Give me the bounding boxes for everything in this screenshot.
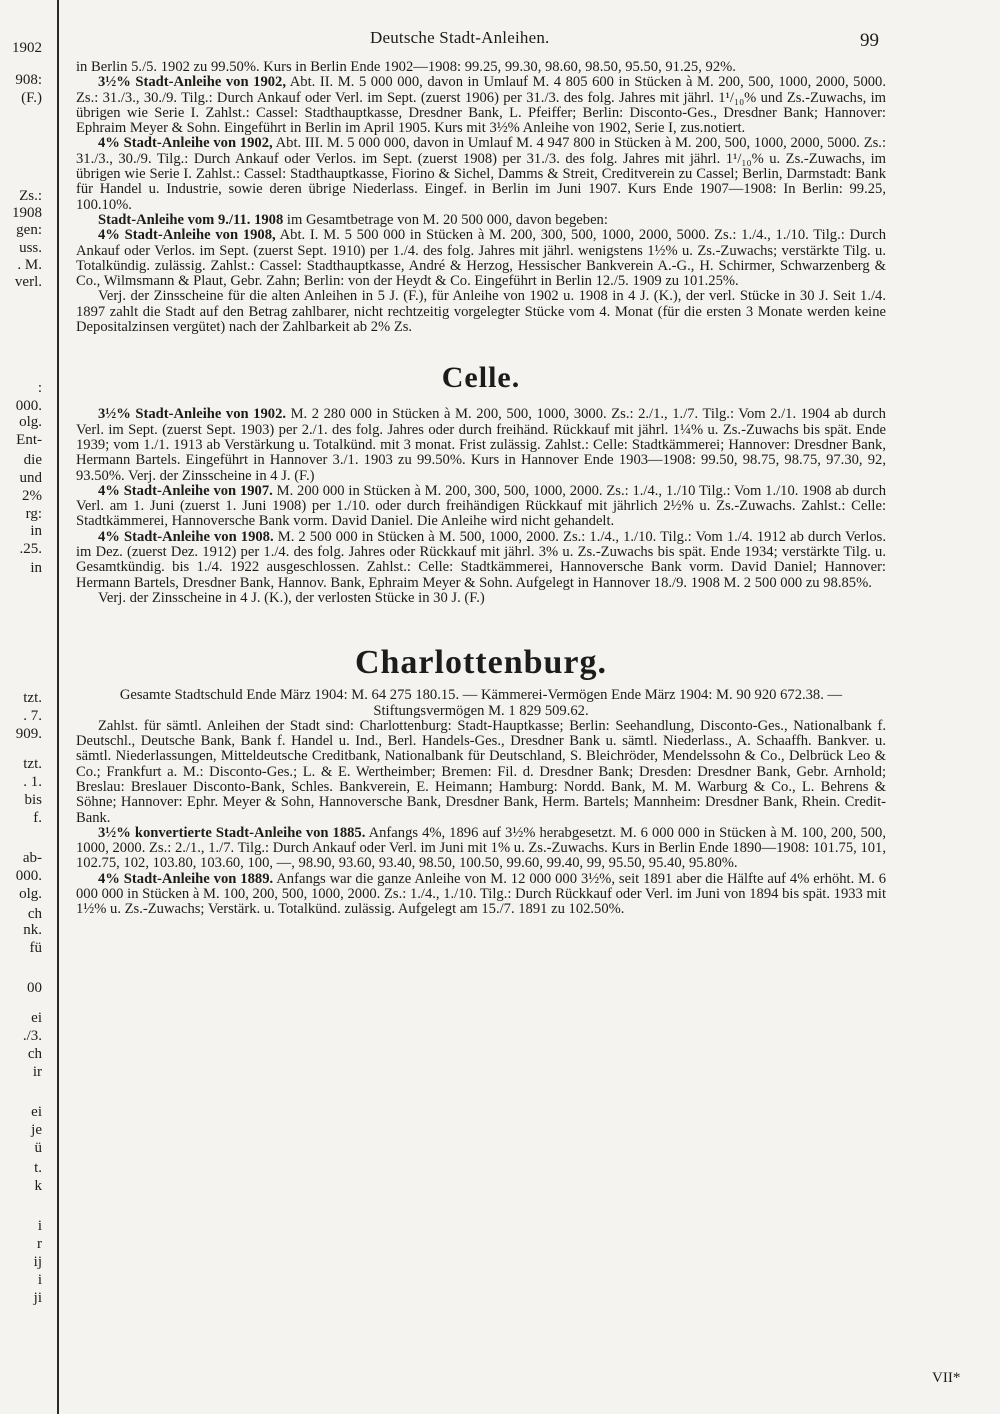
margin-fragment: uss. [19, 240, 42, 256]
margin-fragment: . M. [17, 257, 42, 273]
margin-fragment: k [34, 1178, 42, 1194]
charlottenburg-section [76, 719, 886, 918]
margin-fragment: olg. [19, 886, 42, 902]
margin-fragment: ch [27, 906, 42, 922]
main-text-column [76, 60, 886, 918]
bond-entry [76, 289, 886, 335]
bond-entry [76, 407, 886, 483]
margin-fragment: Zs.: [19, 188, 42, 204]
margin-fragment: ij [33, 1254, 42, 1270]
margin-fragment: ir [32, 1064, 42, 1080]
margin-fragment: olg. [19, 414, 42, 430]
bond-details: Verj. der Zinsscheine in 4 J. (K.), der verlosten Stücke in 30 J. (F.) [98, 589, 485, 606]
bond-entry [76, 75, 886, 136]
margin-fragment: gen: [16, 222, 42, 238]
margin-fragment: f. [33, 810, 42, 826]
bond-title: 4% Stadt-Anleihe von 1889. [98, 870, 274, 887]
margin-fragment: ü [34, 1140, 42, 1156]
margin-fragment: ei [31, 1104, 42, 1120]
bond-entry [76, 719, 886, 826]
previous-page-margin [0, 0, 44, 1414]
bond-entry [76, 872, 886, 918]
margin-fragment: ji [33, 1290, 42, 1306]
bond-entry [76, 228, 886, 289]
margin-fragment: (F.) [21, 90, 42, 106]
margin-fragment: je [31, 1122, 42, 1138]
bond-details: M. 200 000 in Stücken à M. 200, 300, 500, 1000, 2000. Zs.: 1./4., 1./10 Tilg.: Vom 1./10. 1908 ab durch Verl. am 1. Juni (zuerst 1. Juni 1908) per 1./10. oder durch freihändigen Rückkauf mit jährlich 2½% u. Zs.-Zuwachs. Zahlst.: Celle: Stadtkämmerei, Hannoversche Bank vorm. David Daniel. Die Anleihe wird nicht gehandelt. [76, 482, 886, 530]
margin-fragment: rg: [25, 506, 42, 522]
binding-gutter-line [57, 0, 59, 1414]
bond-details: im Gesamtbetrage von M. 20 500 000, davon begeben: [283, 211, 608, 228]
bond-entry [76, 213, 886, 228]
bond-details: in Berlin 5./5. 1902 zu 99.50%. Kurs in Berlin Ende 1902—1908: 99.25, 99.30, 98.60, 98.50, 95.50, 91.25, 92%. [76, 59, 736, 75]
bond-entry [76, 530, 886, 591]
bond-details: Anfangs 4%, 1896 auf 3½% herabgesetzt. M. 6 000 000 in Stücken à M. 100, 200, 500, 1000, 2000. Zs.: 2./1., 1./7. Tilg.: Durch Ankauf oder Verl. im Juni mit 1% u. Zs.-Zuwachs. Kurs in Berlin Ende 1890—1908: 101.75, 101, 102.75, 102, 103.80, 103.60, 100, —, 98.90, 93.60, 93.40, 98.50, 100.50, 99.60, 99.40, 99, 95.50, 95.40, 95.80%. [76, 824, 886, 872]
margin-fragment: .25. [19, 541, 42, 557]
margin-fragment: und [19, 470, 42, 486]
margin-fragment: 1902 [12, 40, 42, 56]
bond-details: Abt. II. M. 5 000 000, davon in Umlauf M. 4 805 600 in Stücken à M. 200, 500, 1000, 2000, 5000. Zs.: 31./3., 30./9. Tilg.: Durch Ankauf oder Verl. im Sept. (zuerst 1906) per 31./3. des folg. Jahres mit jährl. 1¹/₁₀% und Zs.-Zuwachs, im übrigen wie Serie I. Zahlst.: Cassel: Stadthauptkasse, Dresdner Bank, L. Pfeiffer; Berlin: Disconto-Ges., Dresdner Bank; Hannover: Ephraim Meyer & Sohn. Eingeführt in Berlin im April 1905. Kurs mit 3½% Anleihe von 1902, Serie I, zus.notiert. [76, 74, 886, 137]
margin-fragment: i [37, 1272, 42, 1288]
cassel-section [76, 60, 886, 335]
margin-fragment: tzt. [23, 756, 42, 772]
margin-fragment: 2% [22, 488, 42, 504]
margin-fragment: 00 [27, 980, 42, 996]
bond-title: 4% Stadt-Anleihe von 1907. [98, 482, 273, 499]
bond-details: Zahlst. für sämtl. Anleihen der Stadt sind: Charlottenburg: Stadt-Hauptkasse; Berlin: Seehandlung, Disconto-Ges., Nationalbank f. Deutschl., Deutsche Bank, Bank f. Handel u. Ind., Berl. Handels-Ges., Dresdner Bank u. sämtl. Niederlass., A. Schaaffh. Bankver. u. sämtl. Niederlassungen, Mitteldeutsche Creditbank, Nationalbank für Deutschland, S. Bleichröder, Mendelssohn & Co., Delbrück Leo & Co.; Frankfurt a. M.: Disconto-Ges.; L. & E. Wertheimber; Bremen: Fil. d. Dresdner Bank; Dresden: Dresdner Bank, Gebr. Arnhold; Breslau: Breslauer Disconto-Bank, Schles. Bankverein, E. Heimann; Hamburg: Nordd. Bank, M. M. Warburg & Co., L. Behrens & Söhne; Hannover: Ephr. Meyer & Sohn, Hannoversche Bank, Dresdner Bank, Herm. Bartels; Mannheim: Dresdner Bank, Rhein. Credit-Bank. [76, 717, 886, 826]
bond-entry [76, 484, 886, 530]
margin-fragment: 909. [15, 726, 42, 742]
city-heading-celle: Celle. [441, 361, 521, 395]
bond-entry [76, 60, 886, 75]
bond-details: Verj. der Zinsscheine für die alten Anleihen in 5 J. (F.), für Anleihe von 1902 u. 1908 in 4 J. (K.), der verl. Stücke in 30 J. Seit 1./4. 1897 zahlt die Stadt auf den Betrag zahlbarer, nicht rechtzeitig vorgelegter Stücke vom 4. Monat (für die ersten 3 Monate werden keine Depositalzinsen vergütet) nach der Zahlbarkeit ab 2% Zs. [76, 288, 886, 336]
margin-fragment: 000. [15, 868, 42, 884]
page-number: 99 [860, 30, 879, 51]
bond-entry [76, 826, 886, 872]
celle-section [76, 407, 886, 606]
bond-details: Abt. I. M. 5 500 000 in Stücken à M. 200, 300, 500, 1000, 2000, 5000. Zs.: 1./4., 1./10. Tilg.: Durch Ankauf oder Verlos. im Sept. (zuerst Sept. 1910) per 1./4. des folg. Jahres mit jährl. wenigstens 1½% u. Zs.-Zuwachs; verstärkte Tilg. u. Totalkündig. zulässig. Zahlst.: Cassel: Stadthauptkasse, André & Herzog, Hessischer Bankverein A.-G., H. Schirmer, Schwarzenberg & Co., Wilmsmann & Plaut, Gebr. Zahn; Berlin: von der Heydt & Co. Eingeführt in Berlin 12./5. 1909 zu 101.25%. [76, 227, 887, 290]
sheet-signature: VII* [932, 1370, 961, 1386]
margin-fragment: Ent- [16, 432, 42, 448]
margin-fragment: ./3. [22, 1028, 42, 1044]
margin-fragment: nk. [23, 922, 42, 938]
bond-details: Anfangs war die ganze Anleihe von M. 12 000 000 3½%, seit 1891 aber die Hälfte auf 4% erhöht. M. 6 000 000 in Stücken à M. 100, 200, 500, 1000, 2000. Zs.: 1./4., 1./10. Tilg.: Durch Rückkauf oder Verl. im Juni von 1894 bis spät. 1933 mit 1½% u. Zs.-Zuwachs; Verstärk. u. Totalkünd. zulässig. Aufgelegt am 15./7. 1891 zu 102.50%. [76, 870, 886, 918]
charlottenburg-summary: Gesamte Stadtschuld Ende März 1904: M. 64 275 180.15. — Kämmerei-Vermögen Ende März 1904: M. 90 920 672.38. — Stiftungsvermögen M. 1 829 509.62. [119, 687, 843, 719]
bond-details: Abt. III. M. 5 000 000, davon in Umlauf M. 4 947 800 in Stücken à M. 200, 500, 1000, 2000, 5000. Zs.: 31./3., 30./9. Tilg.: Durch Ankauf oder Verlos. im Sept. (zuerst 1908) per 31./3. des folg. Jahres mit jährl. 1¹/₁₀% u. Zs.-Zuwachs, im übrigen wie Serie I. Zahlst.: Cassel: Stadthauptkasse, Fiorino & Sichel, Damms & Streit, Creditverein zu Cassel; Berlin, Darmstadt: Bank für Handel u. Industrie, sowie deren übrige Niederlass. Eingef. in Berlin im Juni 1907. Kurs Ende 1907—1908: In Berlin: 99.25, 100.10%. [76, 135, 886, 213]
margin-fragment: r [37, 1236, 42, 1252]
bond-entry [76, 591, 886, 606]
margin-fragment: t. [34, 1160, 42, 1176]
bond-title: Stadt-Anleihe vom 9./11. 1908 [98, 211, 284, 228]
margin-fragment: . 1. [23, 774, 42, 790]
margin-fragment: in [30, 560, 42, 576]
bond-title: 4% Stadt-Anleihe von 1908. [98, 528, 274, 545]
margin-fragment: : [37, 380, 42, 396]
margin-fragment: ei [31, 1010, 42, 1026]
margin-fragment: die [23, 452, 42, 468]
city-heading-charlottenburg: Charlottenburg. [354, 644, 608, 682]
bond-details: M. 2 280 000 in Stücken à M. 200, 500, 1000, 3000. Zs.: 2./1., 1./7. Tilg.: Vom 2./1. 1904 ab durch Verl. im Sept. (zuerst Sept. 1903) per 2./1. des folg. Jahres oder durch freihänd. Rückkauf mit jährl. 1¼% u. Zs.-Zuwachs bis spät. Ende 1939; vom 1./1. 1913 ab Verstärkung u. Totalkünd. mit 3 monat. Frist zulässig. Zahlst.: Celle: Stadtkämmerei; Hannover: Dresdner Bank, Hermann Bartels. Eingeführt in Hannover 3./1. 1903 zu 99.50%. Kurs in Hannover Ende 1903—1908: 99.50, 98.75, 98.75, 97.30, 92, 93.50%. Verj. der Zinsscheine in 4 J. (F.) [76, 406, 886, 484]
margin-fragment: . 7. [23, 708, 42, 724]
margin-fragment: tzt. [23, 690, 42, 706]
bond-title: 3½% Stadt-Anleihe von 1902, [98, 74, 286, 91]
margin-fragment: bis [24, 792, 42, 808]
margin-fragment: verl. [14, 274, 42, 290]
margin-fragment: i [37, 1218, 42, 1234]
margin-fragment: 1908 [12, 205, 42, 221]
margin-fragment: 908: [15, 72, 42, 88]
margin-fragment: ch [27, 1046, 42, 1062]
bond-title: 4% Stadt-Anleihe von 1902, [98, 135, 273, 152]
running-head: Deutsche Stadt-Anleihen. [370, 28, 550, 47]
bond-title: 3½% Stadt-Anleihe von 1902. [98, 406, 287, 423]
bond-details: M. 2 500 000 in Stücken à M. 500, 1000, 2000. Zs.: 1./4., 1./10. Tilg.: Vom 1./4. 1912 ab durch Verlos. im Dez. (zuerst Dez. 1912) per 1./4. des folg. Jahres oder Rückkauf mit jährl. 3% u. Zs.-Zuwachs bis spät. Ende 1934; verstärkte Tilg. u. Gesamtkündig. bis 1./4. 1922 ausgeschlossen. Zahlst.: Celle: Stadtkämmerei, Hannoversche Bank vorm. David Daniel; Hannover: Hermann Bartels, Dresdner Bank, Hannov. Bank, Ephraim Meyer & Sohn. Aufgelegt in Hannover 18./9. 1908 M. 2 500 000 zu 98.85%. [76, 528, 887, 591]
bond-title: 3½% konvertierte Stadt-Anleihe von 1885. [98, 824, 366, 841]
bond-entry [76, 136, 886, 212]
margin-fragment: fü [29, 940, 42, 956]
margin-fragment: 000. [15, 398, 42, 414]
margin-fragment: ab- [22, 850, 42, 866]
bond-title: 4% Stadt-Anleihe von 1908, [98, 227, 276, 244]
margin-fragment: in [30, 523, 42, 539]
